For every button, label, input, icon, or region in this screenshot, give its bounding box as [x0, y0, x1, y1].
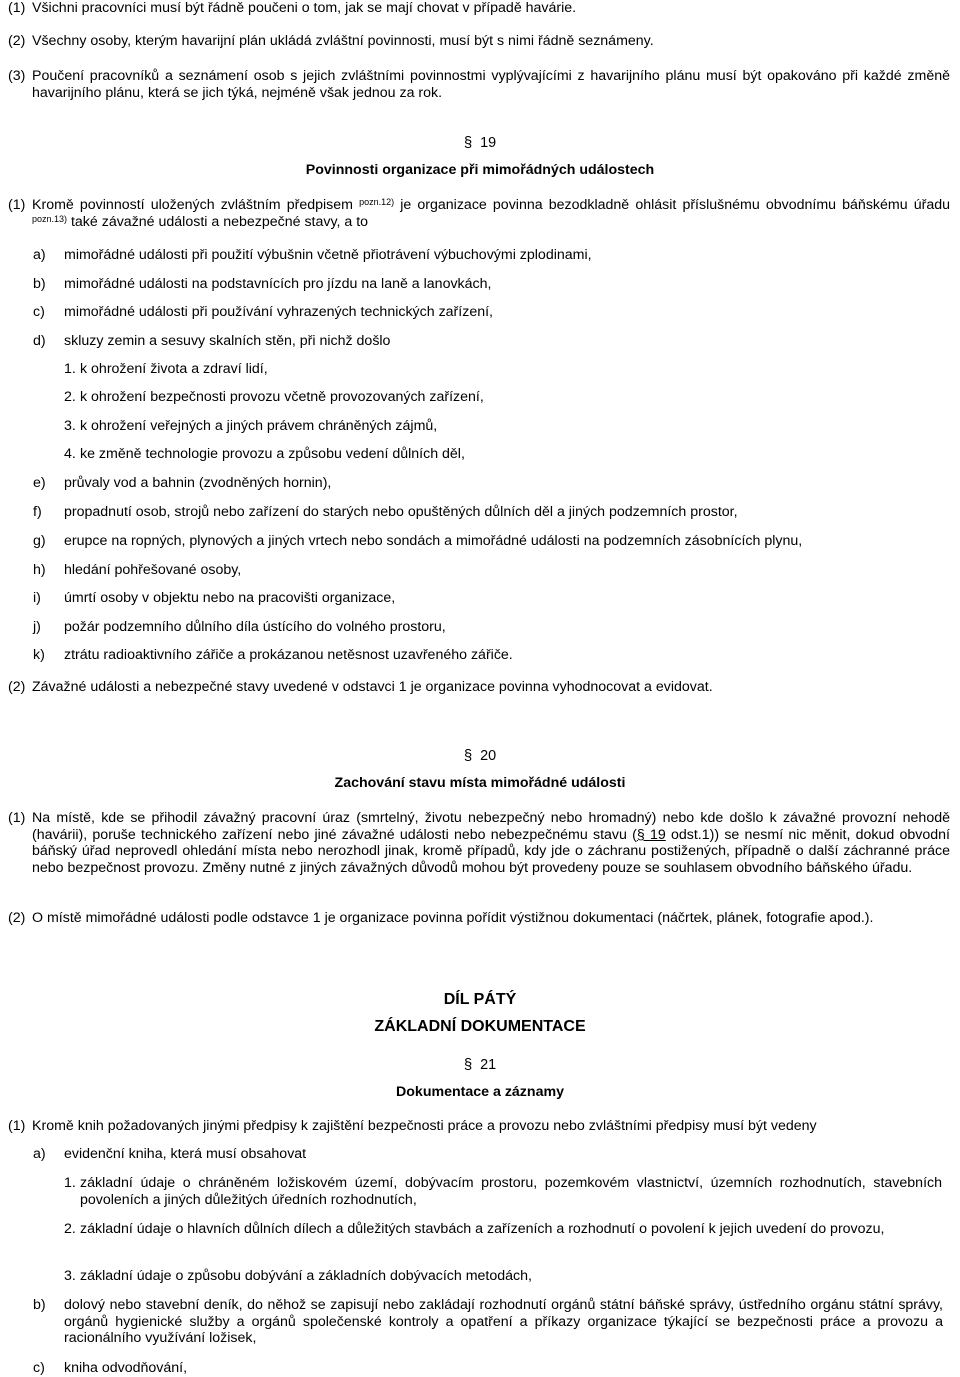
paragraph-number: (2)	[8, 679, 26, 695]
footnote-ref-13: pozn.13)	[32, 213, 68, 224]
list-text: ztrátu radioaktivního zářiče a prokázanou netěsnost uzavřeného zářiče.	[64, 647, 513, 663]
text-part: Na místě, kde se přihodil závažný pracovní úraz (smrtelný, životu nebezpečný nebo hromadný) nebo kde došlo k závažné provozní nehodě (havárii), poruše technického zařízení nebo jiné závažné události nebo nebezpečnému stavu (	[32, 810, 950, 843]
list-letter: k)	[33, 647, 45, 663]
list-letter: g)	[33, 533, 46, 549]
sub-number: 1.	[64, 1175, 76, 1191]
paragraph-number: (2)	[8, 910, 26, 926]
list-letter: b)	[33, 1297, 46, 1313]
text-part: je organizace povinna bezodkladně ohlásit příslušnému obvodnímu báňskému úřadu	[394, 197, 951, 213]
sub-number: 3.	[64, 418, 76, 434]
footnote-ref-12: pozn.12)	[359, 197, 395, 207]
list-text: mimořádné události při používání vyhrazených technických zařízení,	[64, 304, 493, 320]
paragraph-text: Všichni pracovníci musí být řádně poučeni o tom, jak se mají chovat v případě havárie.	[32, 0, 577, 16]
paragraph-number: (1)	[8, 0, 26, 16]
paragraph-number: (1)	[8, 197, 26, 213]
paragraph-text: O místě mimořádné události podle odstavce 1 je organizace povinna pořídit výstižnou dokumentaci (náčrtek, plánek, fotografie apod.).	[32, 910, 874, 926]
section-21-number: § 21	[464, 1057, 496, 1073]
section-20-number: § 20	[464, 748, 496, 764]
sub-text: ke změně technologie provozu a způsobu vedení důlních děl,	[80, 446, 465, 462]
paragraph-number: (2)	[8, 33, 26, 49]
sub-number: 1.	[64, 361, 76, 377]
text-part: Kromě povinností uložených zvláštním předpisem	[32, 197, 360, 213]
section-number	[0, 1057, 960, 1074]
list-text: skluzy zemin a sesuvy skalních stěn, při nichž došlo	[64, 333, 391, 349]
sub-text: základní údaje o chráněném ložiskovém území, dobývacím prostoru, pozemkovém vlastnictví, územních rozhodnutích, stavebních povoleních a jiných důležitých úředních rozhodnutích,	[80, 1175, 942, 1208]
list-letter: j)	[33, 619, 41, 635]
paragraph-text: Závažné události a nebezpečné stavy uvedené v odstavci 1 je organizace povinna vyhodnocovat a evidovat.	[32, 679, 713, 695]
sub-text: k ohrožení bezpečnosti provozu včetně provozovaných zařízení,	[80, 389, 484, 405]
sub-number: 2.	[64, 389, 76, 405]
list-letter: c)	[33, 1360, 45, 1376]
section-19-number: § 19	[464, 135, 496, 151]
list-text: propadnutí osob, strojů nebo zařízení do starých nebo opuštěných důlních děl a jiných podzemních prostor,	[64, 504, 738, 520]
paragraph-number: (1)	[8, 1118, 26, 1134]
list-letter: a)	[33, 1146, 46, 1162]
list-text: požár podzemního důlního díla ústícího do volného prostoru,	[64, 619, 446, 635]
list-text: mimořádné události na podstavnících pro jízdu na laně a lanovkách,	[64, 276, 492, 292]
list-letter: c)	[33, 304, 45, 320]
section-19-link[interactable]: § 19	[636, 826, 666, 843]
paragraph-text: Všechny osoby, kterým havarijní plán ukládá zvláštní povinnosti, musí být s nimi řádně seznámeny.	[32, 33, 654, 49]
list-text: erupce na ropných, plynových a jiných vrtech nebo sondách a mimořádné události na podzemních zásobnících plynu,	[64, 533, 803, 549]
list-text: dolový nebo stavební deník, do něhož se zapisují nebo zakládají rozhodnutí orgánů státní báňské správy, ústředního orgánu státní správy, orgánů hygienické služby a orgánů společenské kontroly a opatření a příkazy organizace týkající se bezpečnosti práce a provozu a racionálního využívání ložisek,	[64, 1297, 943, 1346]
section-number	[0, 135, 960, 152]
list-letter: a)	[33, 247, 46, 263]
list-letter: d)	[33, 333, 46, 349]
list-text: úmrtí osoby v objektu nebo na pracovišti organizace,	[64, 590, 396, 606]
sub-text: základní údaje o hlavních důlních dílech a důležitých stavbách a zařízeních a rozhodnutí o povolení k jejich uvedení do provozu,	[80, 1221, 885, 1237]
list-letter: h)	[33, 562, 46, 578]
sub-number: 3.	[64, 1268, 76, 1284]
section-19-title: Povinnosti organizace při mimořádných událostech	[305, 162, 655, 178]
sub-number: 4.	[64, 446, 76, 462]
part-heading: DÍL PÁTÝ	[443, 991, 517, 1008]
list-text: evidenční kniha, která musí obsahovat	[64, 1146, 307, 1162]
section-21-title: Dokumentace a záznamy	[396, 1084, 564, 1100]
paragraph-text	[32, 197, 950, 230]
list-letter: e)	[33, 475, 46, 491]
list-text: průvaly vod a bahnin (zvodněných hornin),	[64, 475, 332, 491]
part-subheading: ZÁKLADNÍ DOKUMENTACE	[374, 1018, 586, 1035]
sub-text: k ohrožení života a zdraví lidí,	[80, 361, 268, 377]
section-number	[0, 748, 960, 765]
paragraph-text	[32, 810, 950, 876]
list-letter: f)	[33, 504, 42, 520]
sub-number: 2.	[64, 1221, 76, 1237]
sub-text: k ohrožení veřejných a jiných právem chráněných zájmů,	[80, 418, 438, 434]
paragraph-number: (3)	[8, 68, 26, 84]
list-letter: b)	[33, 276, 46, 292]
paragraph-number: (1)	[8, 810, 26, 826]
paragraph-text: Poučení pracovníků a seznámení osob s jejich zvláštními povinnostmi vyplývajícími z havarijního plánu musí být opakováno při každé změně havarijního plánu, která se jich týká, nejméně však jednou za rok.	[32, 68, 950, 101]
text-part: také závažné události a nebezpečné stavy, a to	[67, 213, 369, 230]
list-text: kniha odvodňování,	[64, 1360, 188, 1376]
list-text: mimořádné události při použití výbušnin včetně přiotrávení výbuchovými zplodinami,	[64, 247, 592, 263]
list-text: hledání pohřešované osoby,	[64, 562, 242, 578]
sub-text: základní údaje o způsobu dobývání a základních dobývacích metodách,	[80, 1268, 532, 1284]
text-part: odst.1)) se nesmí nic měnit, dokud obvodní báňský úřad neprovedl ohledání místa nebo nerozhodl jinak, kromě případů, kdy jde o záchranu postižených, případně o další záchranné práce nebo bezpečnost provozu. Změny nutné z jiných závažných důvodů mohou být provedeny pouze se souhlasem obvodního báňského úřadu.	[32, 826, 950, 876]
list-letter: i)	[33, 590, 41, 606]
section-20-title: Zachování stavu místa mimořádné události	[334, 775, 626, 791]
paragraph-text: Kromě knih požadovaných jinými předpisy k zajištění bezpečnosti práce a provozu nebo zvláštními předpisy musí být vedeny	[32, 1118, 817, 1134]
